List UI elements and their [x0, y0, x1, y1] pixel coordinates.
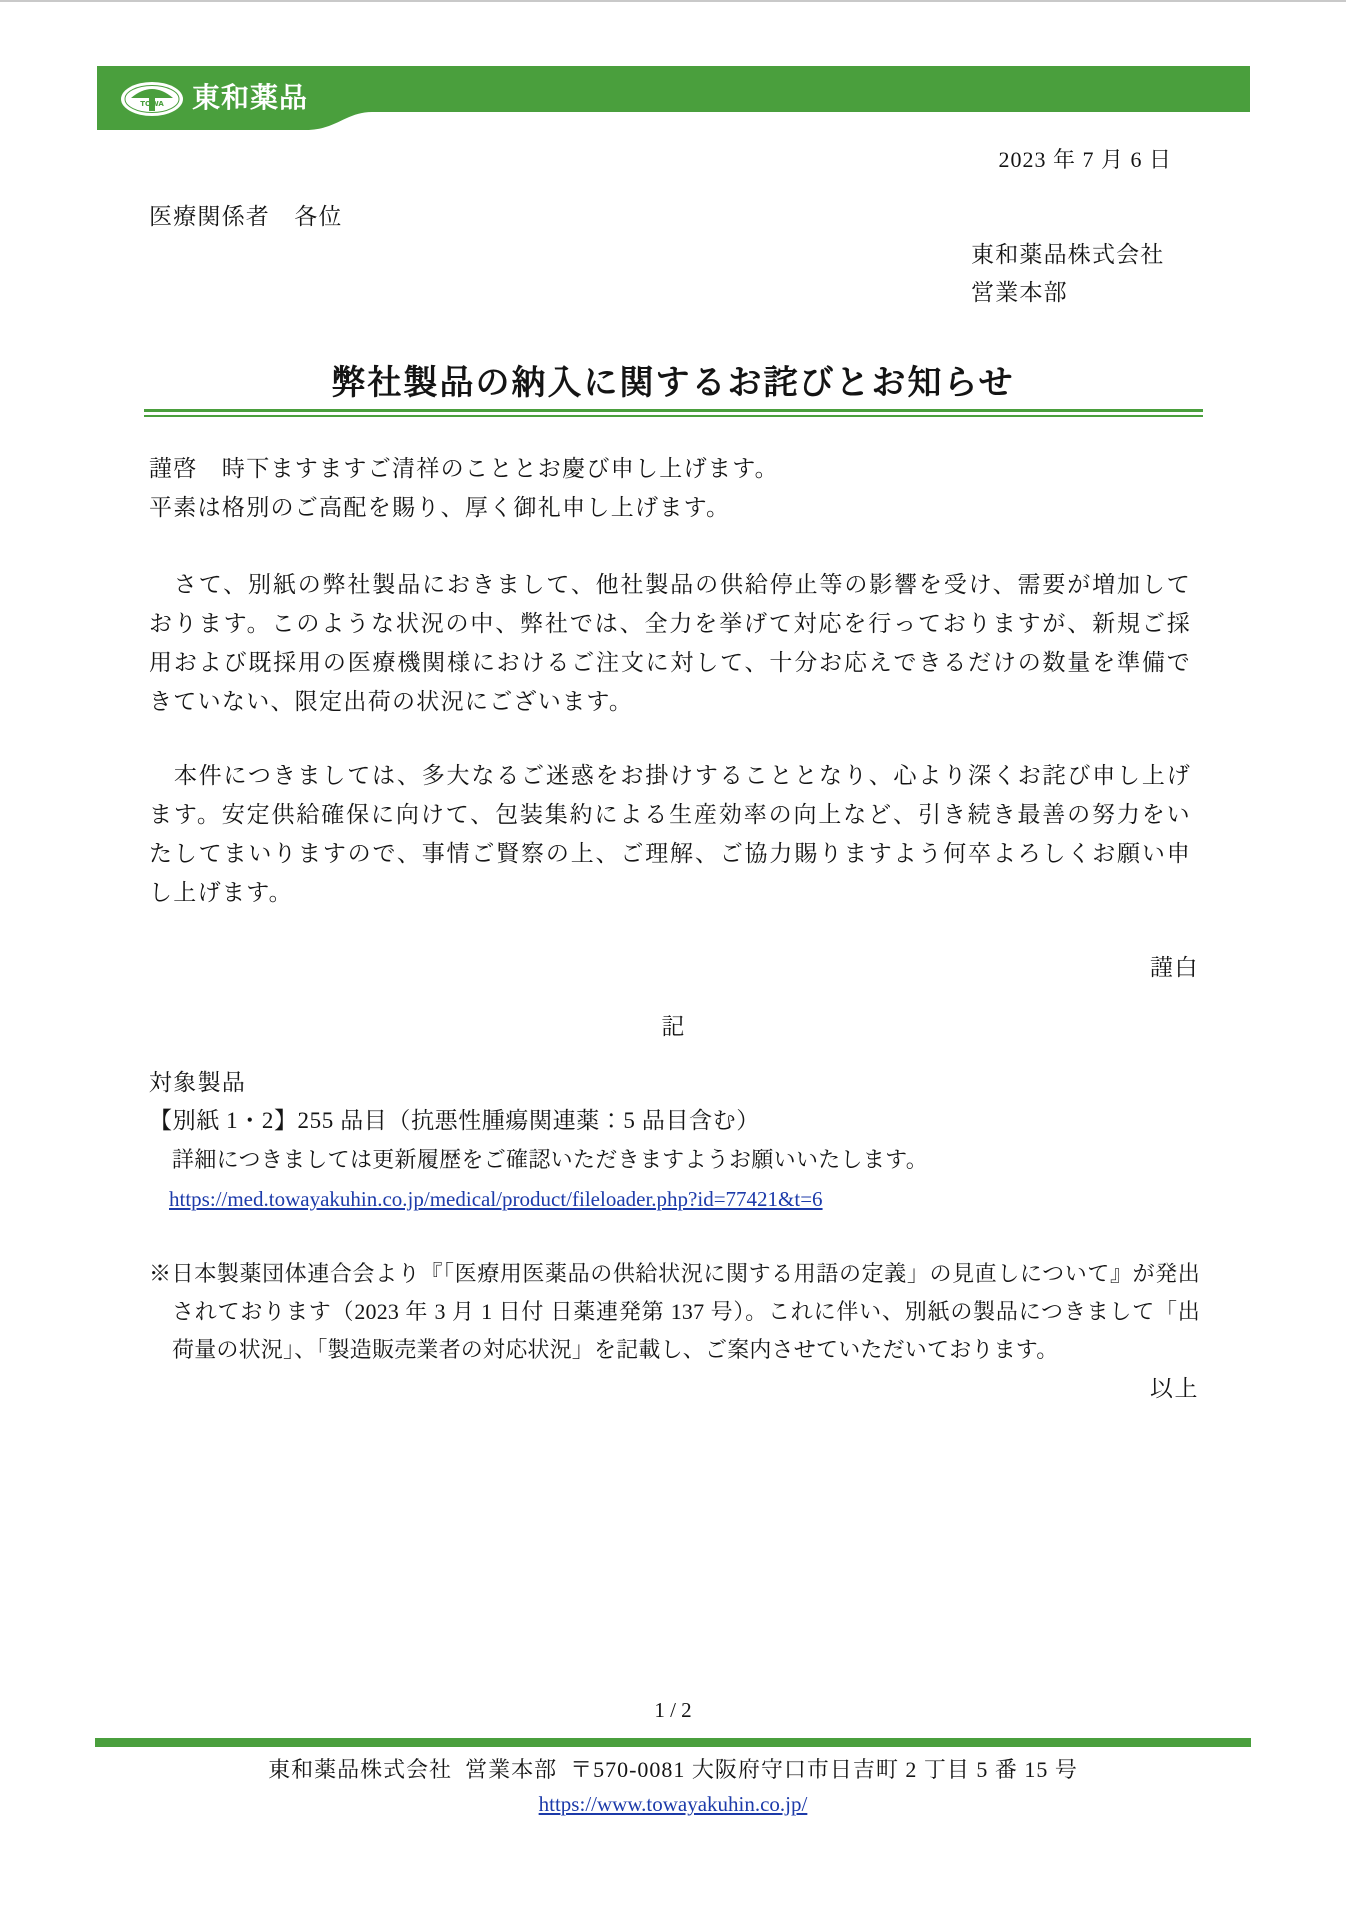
notice-line: ※日本製薬団体連合会より『「医療用医薬品の供給状況に関する用語の定義」の見直しについて』が発出: [149, 1261, 1200, 1286]
paragraph-line: 用および既採用の医療機関様におけるご注文に対して、十分お応えできるだけの数量を準備で: [149, 650, 1191, 675]
notice-line: されております（2023 年 3 月 1 日付 日薬連発第 137 号）。これに伴い、別紙の製品につきまして「出: [172, 1299, 1200, 1324]
paragraph-line: たしてまいりますので、事情ご賢察の上、ご理解、ご協力賜りますよう何卒よろしくお願い申: [149, 841, 1191, 866]
body-paragraph-2: [149, 756, 1191, 912]
title-underline-thick: [144, 409, 1203, 412]
end-mark: 以上: [1150, 1376, 1199, 1401]
header-band: [0, 0, 1346, 140]
closing-phrase: 謹白: [1150, 955, 1199, 980]
paragraph-line: 平素は格別のご高配を賜り、厚く御礼申し上げます。: [149, 495, 731, 520]
detail-note: 詳細につきましては更新履歴をご確認いただきますようお願いいたします。: [172, 1147, 929, 1172]
brand-name: 東和薬品: [192, 81, 309, 114]
target-products-label: 対象製品: [149, 1070, 247, 1095]
ki-heading: 記: [661, 1014, 685, 1039]
towa-logo: [121, 82, 183, 116]
footer-green-rule: [95, 1738, 1251, 1747]
paragraph-line: さて、別紙の弊社製品におきまして、他社製品の供給停止等の影響を受け、需要が増加して: [149, 572, 1191, 597]
title-underline-thin: [144, 415, 1203, 417]
target-products: 【別紙 1・2】255 品目（抗悪性腫瘍関連薬：5 品目含む）: [149, 1108, 760, 1133]
page-number: 1 / 2: [654, 1698, 692, 1722]
company-website-link[interactable]: https://www.towayakuhin.co.jp/: [538, 1792, 808, 1816]
addressee: 医療関係者 各位: [149, 204, 343, 229]
notice-line: 荷量の状況」、「製造販売業者の対応状況」を記載し、ご案内させていただいております。: [172, 1337, 1059, 1362]
paragraph-line: し上げます。: [149, 880, 293, 905]
footer-url-wrap: [0, 1786, 1346, 1822]
paragraph-line: 謹啓 時下ますますご清祥のこととお慶び申し上げます。: [149, 456, 779, 481]
greeting-paragraph: [149, 449, 1191, 527]
sender-department: 営業本部: [971, 280, 1068, 305]
letter-date: 2023 年 7 月 6 日: [998, 147, 1172, 172]
logo-mark-text: TOWA: [140, 100, 164, 108]
paragraph-line: おります。このような状況の中、弊社では、全力を挙げて対応を行っておりますが、新規ご採: [149, 611, 1191, 636]
paragraph-line: きていない、限定出荷の状況にございます。: [149, 689, 634, 714]
product-history-link[interactable]: https://med.towayakuhin.co.jp/medical/product/fileloader.php?id=77421&t=6: [169, 1187, 823, 1211]
paragraph-line: ます。安定供給確保に向けて、包装集約による生産効率の向上など、引き続き最善の努力をい: [149, 802, 1191, 827]
body-paragraph-1: [149, 565, 1191, 721]
sender-block: [971, 236, 1165, 312]
sender-company: 東和薬品株式会社: [971, 242, 1165, 267]
footer-address: 東和薬品株式会社 営業本部 〒570-0081 大阪府守口市日吉町 2 丁目 5 番 15 号: [268, 1757, 1078, 1782]
document-title: 弊社製品の納入に関するお詫びとお知らせ: [331, 365, 1015, 402]
paragraph-line: 本件につきましては、多大なるご迷惑をお掛けすることとなり、心より深くお詫び申し上げ: [149, 763, 1191, 788]
